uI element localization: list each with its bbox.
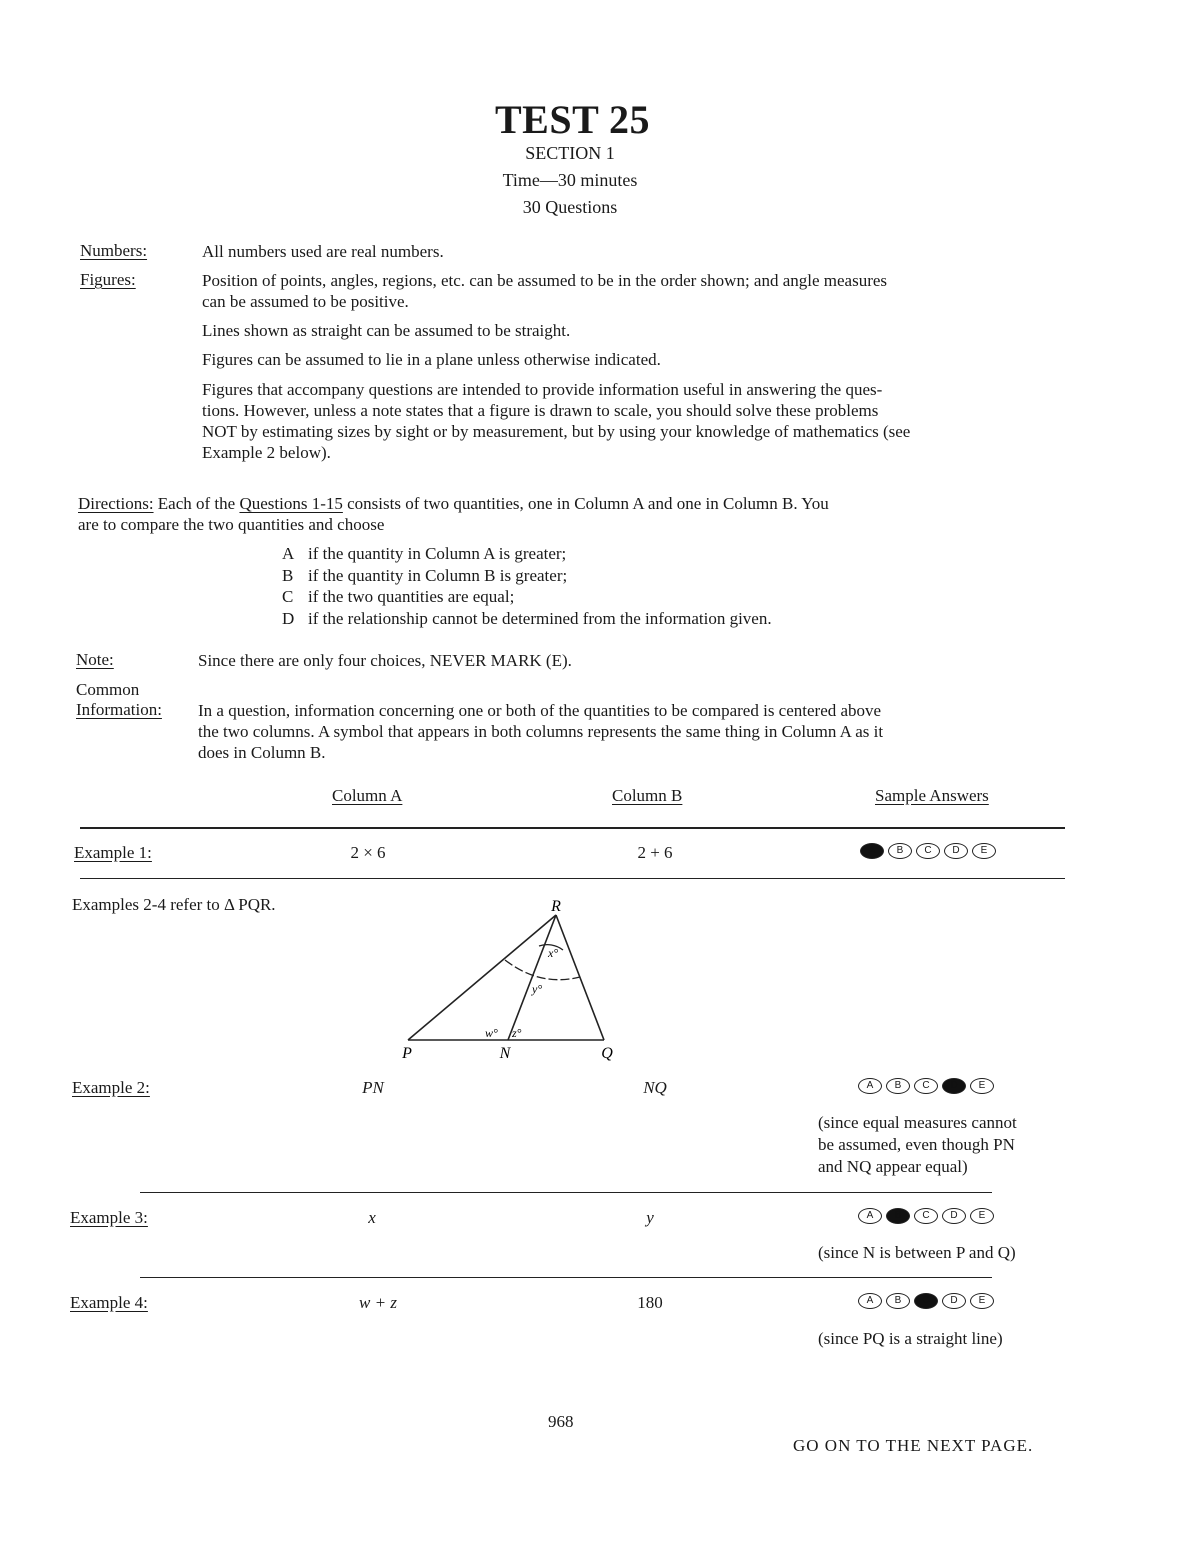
figures-p4-line-2: tions. However, unless a note states that a figure is drawn to scale, you should solve these problems <box>202 401 879 420</box>
figures-paragraph-2: Lines shown as straight can be assumed to be straight. <box>202 321 571 340</box>
example-4-answer-bubbles <box>858 1293 994 1309</box>
answer-bubble-a: A <box>858 1208 882 1224</box>
common-line-3: does in Column B. <box>198 743 326 762</box>
next-page-notice: GO ON TO THE NEXT PAGE. <box>793 1436 1034 1455</box>
choice-a: A if the quantity in Column A is greater; <box>282 544 567 563</box>
example-3-answer-bubbles <box>858 1208 994 1224</box>
choice-b: B if the quantity in Column B is greater; <box>282 565 568 585</box>
section-label: SECTION 1 <box>525 143 615 163</box>
answer-bubble-e: E <box>970 1293 994 1309</box>
choice-d: D if the relationship cannot be determined from the information given. <box>282 608 772 628</box>
figures-p1-line-2: can be assumed to be positive. <box>202 292 409 311</box>
directions-label: Directions: <box>78 494 154 513</box>
answer-bubble-b: B <box>886 1208 910 1224</box>
example-1-column-b: 2 + 6 <box>637 843 673 862</box>
example-2-label: Example 2: <box>72 1078 150 1097</box>
divider <box>140 1277 992 1278</box>
time-label: Time—30 minutes <box>502 170 638 190</box>
angle-x-label: x° <box>548 946 559 960</box>
directions-block <box>78 493 1078 535</box>
questions-count: 30 Questions <box>522 197 618 217</box>
column-a-header: Column A <box>332 786 403 805</box>
example-4-column-a: w + z <box>359 1293 397 1312</box>
example-2-answer-bubbles <box>858 1078 994 1094</box>
figures-p1-line-1: Position of points, angles, regions, etc. can be assumed to be in the order shown; and angle measures <box>202 271 888 290</box>
answer-bubble-a: A <box>858 1078 882 1094</box>
answer-bubble-c: C <box>914 1208 938 1224</box>
answer-bubble-d: D <box>944 843 968 859</box>
figures-label: Figures: <box>80 270 136 289</box>
numbers-label: Numbers: <box>80 241 148 260</box>
test-title: TEST 25 <box>494 97 651 142</box>
note-text: Since there are only four choices, NEVER MARK (E). <box>198 651 572 670</box>
triangle-pqr-figure <box>380 895 640 1067</box>
sample-answers-header: Sample Answers <box>875 786 989 805</box>
vertex-p-label: P <box>402 1045 412 1062</box>
figures-p4-line-1: Figures that accompany questions are intended to provide information useful in answering the ques- <box>202 380 883 399</box>
divider <box>80 878 1065 879</box>
side-pr <box>408 915 559 1040</box>
example-2-note-line-3: and NQ appear equal) <box>818 1157 968 1176</box>
example-2-note-line-1: (since equal measures cannot <box>818 1113 1017 1132</box>
questions-range-link: Questions 1-15 <box>239 494 343 513</box>
common-line-2: the two columns. A symbol that appears in both columns represents the same thing in Column A as it <box>198 722 884 741</box>
figures-paragraph-3: Figures can be assumed to lie in a plane unless otherwise indicated. <box>202 350 661 369</box>
segment-rn <box>508 915 559 1040</box>
answer-bubble-c: C <box>916 843 940 859</box>
vertex-r-label: R <box>551 898 561 915</box>
angle-y-label: y° <box>532 982 543 996</box>
answer-choices <box>282 543 772 629</box>
note-label: Note: <box>76 650 114 669</box>
directions-text-after: consists of two quantities, one in Column A and one in Column B. You <box>347 494 829 513</box>
answer-bubble-e: E <box>970 1208 994 1224</box>
angle-z-label: z° <box>512 1026 522 1040</box>
common-line-1: In a question, information concerning one or both of the quantities to be compared is centered above <box>198 701 882 720</box>
example-1-answer-bubbles <box>860 843 996 859</box>
common-label-2: Information: <box>76 700 162 719</box>
answer-bubble-e: E <box>970 1078 994 1094</box>
example-2-column-a: PN <box>362 1078 384 1097</box>
numbers-text: All numbers used are real numbers. <box>202 242 444 261</box>
example-2-note <box>818 1112 1017 1178</box>
example-1-column-a: 2 × 6 <box>350 843 386 862</box>
directions-line-2: are to compare the two quantities and choose <box>78 515 385 534</box>
common-label-1: Common <box>76 680 140 699</box>
example-4-label: Example 4: <box>70 1293 148 1312</box>
answer-bubble-a: A <box>858 1293 882 1309</box>
figures-paragraph-1 <box>202 270 1082 312</box>
answer-bubble-c: C <box>914 1293 938 1309</box>
figures-p4-line-3: NOT by estimating sizes by sight or by measurement, but by using your knowledge of mathematics (see <box>202 422 911 441</box>
example-4-note: (since PQ is a straight line) <box>818 1329 1003 1348</box>
example-2-column-b: NQ <box>643 1078 667 1097</box>
answer-bubble-d: D <box>942 1078 966 1094</box>
answer-bubble-d: D <box>942 1208 966 1224</box>
answer-bubble-a: A <box>860 843 884 859</box>
example-3-column-a: x <box>368 1208 376 1227</box>
divider <box>140 1192 992 1193</box>
common-information-text <box>198 700 1078 763</box>
answer-bubble-b: B <box>886 1293 910 1309</box>
answer-bubble-c: C <box>914 1078 938 1094</box>
example-3-label: Example 3: <box>70 1208 148 1227</box>
column-b-header: Column B <box>612 786 683 805</box>
divider <box>80 827 1065 829</box>
point-n-label: N <box>499 1045 511 1062</box>
example-4-column-b: 180 <box>637 1293 663 1312</box>
figures-p4-line-4: Example 2 below). <box>202 443 331 462</box>
figures-paragraph-4 <box>202 379 1082 463</box>
angle-y-arc <box>505 960 580 980</box>
answer-bubble-b: B <box>886 1078 910 1094</box>
directions-text-before: Each of the <box>157 494 236 513</box>
choice-c: C if the two quantities are equal; <box>282 587 515 606</box>
example-3-column-b: y <box>646 1208 654 1227</box>
example-2-note-line-2: be assumed, even though PN <box>818 1135 1015 1154</box>
answer-bubble-d: D <box>942 1293 966 1309</box>
page-number: 968 <box>548 1412 574 1431</box>
angle-w-label: w° <box>485 1026 498 1040</box>
answer-bubble-b: B <box>888 843 912 859</box>
figure-reference-text: Examples 2-4 refer to Δ PQR. <box>72 895 276 914</box>
vertex-q-label: Q <box>601 1045 613 1062</box>
answer-bubble-e: E <box>972 843 996 859</box>
example-3-note: (since N is between P and Q) <box>818 1243 1016 1262</box>
example-1-label: Example 1: <box>74 843 152 862</box>
